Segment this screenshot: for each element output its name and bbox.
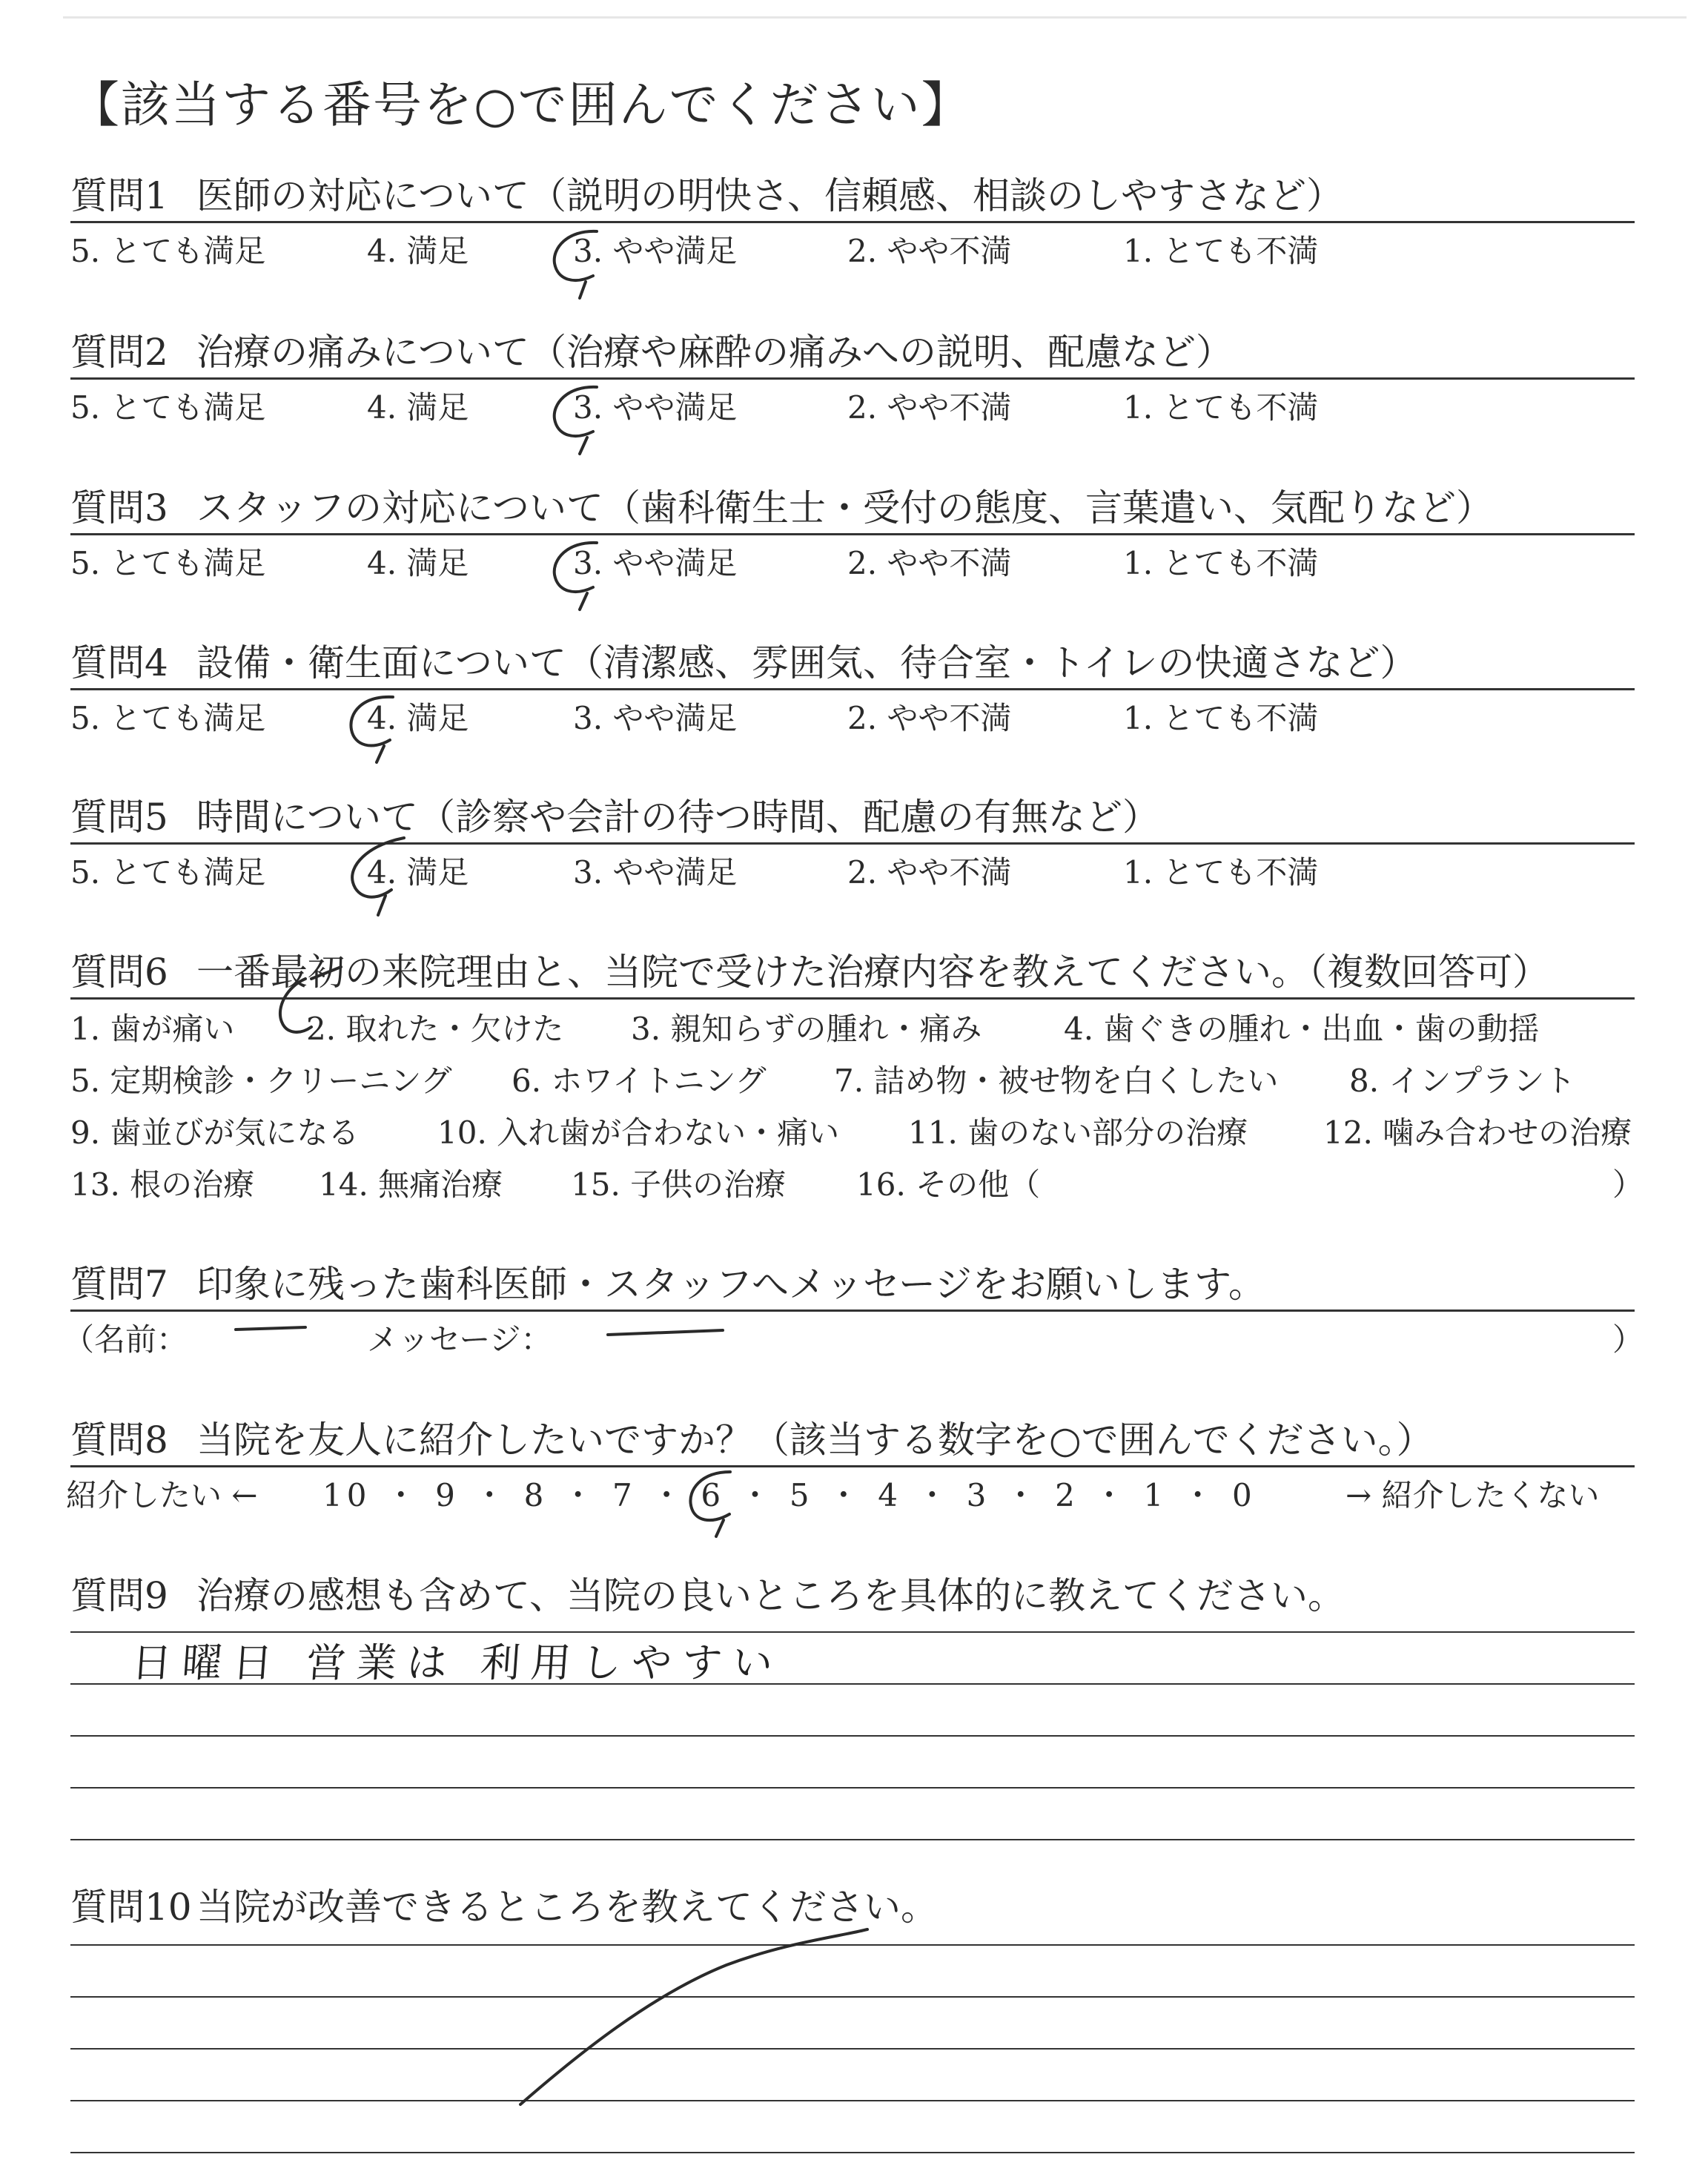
answer-line — [70, 2100, 1635, 2101]
answer-line — [70, 1787, 1635, 1789]
reason-option[interactable]: 3. 親知らずの腫れ・痛み — [631, 1011, 982, 1047]
reason-option[interactable]: 4. 歯ぐきの腫れ・出血・歯の動揺 — [1064, 1011, 1540, 1047]
question-number: 質問3 — [70, 486, 168, 529]
answer-line — [70, 1839, 1635, 1840]
question-underline — [70, 1465, 1635, 1467]
question-number: 質問7 — [70, 1263, 168, 1306]
option-5[interactable]: 5. とても満足 — [70, 854, 266, 891]
question-number: 質問2 — [70, 331, 168, 374]
question-6 — [70, 948, 1644, 1212]
option-2[interactable]: 2. やや不満 — [847, 389, 1012, 426]
question-2 — [70, 328, 1635, 431]
answer-line — [70, 1735, 1635, 1737]
page-title: 【該当する番号を○で囲んでください】 — [70, 76, 972, 133]
option-2[interactable]: 2. やや不満 — [847, 700, 1012, 736]
question-text: 当院が改善できるところを教えてください。 — [196, 1886, 938, 1929]
handwritten-answer: 日曜日 営業は 利用しやすい — [130, 1639, 785, 1686]
question-4 — [70, 639, 1635, 742]
question-1 — [70, 172, 1635, 274]
slash-mark — [520, 1929, 867, 2104]
question-3 — [70, 484, 1635, 587]
option-5[interactable]: 5. とても満足 — [70, 389, 266, 426]
question-text: 治療の痛みについて（治療や麻酔の痛みへの説明、配慮など） — [196, 331, 1233, 374]
reason-option[interactable]: 11. 歯のない部分の治療 — [908, 1114, 1248, 1151]
reason-option[interactable]: 12. 噛み合わせの治療 — [1323, 1114, 1632, 1151]
answer-line — [70, 1996, 1635, 1998]
question-text: 設備・衛生面について（清潔感、雰囲気、待合室・トイレの快適さなど） — [196, 641, 1417, 684]
option-4[interactable]: 4. 満足 — [367, 854, 469, 891]
question-8 — [66, 1416, 1635, 1519]
option-2[interactable]: 2. やや不満 — [847, 545, 1012, 581]
reason-option[interactable]: 8. インプラント — [1349, 1063, 1576, 1099]
reason-option[interactable]: 15. 子供の治療 — [571, 1166, 787, 1203]
question-text: スタッフの対応について（歯科衛生士・受付の態度、言葉遣い、気配りなど） — [196, 486, 1493, 529]
reason-option[interactable]: 2. 取れた・欠けた — [306, 1011, 564, 1047]
question-text: 印象に残った歯科医師・スタッフへメッセージをお願いします。 — [196, 1263, 1265, 1306]
reason-option[interactable]: 6. ホワイトニング — [512, 1063, 767, 1099]
question-underline — [70, 221, 1635, 223]
option-3[interactable]: 3. やや満足 — [573, 854, 738, 891]
reason-option[interactable]: 13. 根の治療 — [70, 1166, 255, 1203]
question-7 — [63, 1261, 1644, 1363]
reason-option[interactable]: 16. その他（ — [856, 1166, 1041, 1203]
question-number: 質問9 — [70, 1574, 168, 1617]
question-underline — [70, 377, 1635, 380]
option-2[interactable]: 2. やや不満 — [847, 854, 1012, 891]
option-3[interactable]: 3. やや満足 — [573, 545, 738, 581]
option-4[interactable]: 4. 満足 — [367, 389, 469, 426]
question-number: 質問10 — [70, 1886, 192, 1929]
question-underline — [70, 688, 1635, 690]
reason-option[interactable]: 7. 詰め物・被せ物を白くしたい — [834, 1063, 1279, 1099]
recommend-scale[interactable]: 10 ・ 9 ・ 8 ・ 7 ・ 6 ・ 5 ・ 4 ・ 3 ・ 2 ・ 1 ・ 0 — [322, 1477, 1257, 1513]
bracket-close: ） — [1612, 1166, 1644, 1203]
question-number: 質問6 — [70, 951, 168, 994]
answer-line — [70, 2152, 1635, 2153]
reason-option[interactable]: 14. 無痛治療 — [319, 1166, 503, 1203]
option-1[interactable]: 1. とても不満 — [1123, 389, 1319, 426]
question-text: 当院を友人に紹介したいですか？（該当する数字を○で囲んでください。） — [196, 1418, 1434, 1462]
option-1[interactable]: 1. とても不満 — [1123, 545, 1319, 581]
question-text: 一番最初の来院理由と、当院で受けた治療内容を教えてください。（複数回答可） — [196, 951, 1549, 994]
option-2[interactable]: 2. やや不満 — [847, 233, 1012, 269]
bracket-close: ） — [1612, 1321, 1644, 1358]
question-number: 質問4 — [70, 641, 168, 684]
reason-option[interactable]: 9. 歯並びが気になる — [70, 1114, 360, 1151]
option-5[interactable]: 5. とても満足 — [70, 700, 266, 736]
option-5[interactable]: 5. とても満足 — [70, 545, 266, 581]
reason-option[interactable]: 10. 入れ歯が合わない・痛い — [437, 1114, 840, 1151]
reason-option[interactable]: 5. 定期検診・クリーニング — [70, 1063, 452, 1099]
option-4[interactable]: 4. 満足 — [367, 545, 469, 581]
message-label: メッセージ： — [367, 1321, 552, 1358]
option-1[interactable]: 1. とても不満 — [1123, 700, 1319, 736]
question-text: 時間について（診察や会計の待つ時間、配慮の有無など） — [196, 796, 1159, 839]
question-10 — [70, 1883, 1635, 1931]
option-3[interactable]: 3. やや満足 — [573, 233, 738, 269]
option-3[interactable]: 3. やや満足 — [573, 389, 738, 426]
question-9 — [70, 1572, 1635, 1619]
question-underline — [70, 842, 1635, 845]
option-3[interactable]: 3. やや満足 — [573, 700, 738, 736]
answer-line — [70, 1944, 1635, 1946]
question-underline — [70, 533, 1635, 535]
question-number: 質問1 — [70, 174, 168, 217]
question-text: 治療の感想も含めて、当院の良いところを具体的に教えてください。 — [196, 1574, 1345, 1617]
option-5[interactable]: 5. とても満足 — [70, 233, 266, 269]
question-number: 質問8 — [70, 1418, 168, 1462]
name-label: （名前： — [63, 1321, 188, 1358]
question-number: 質問5 — [70, 796, 168, 839]
question-text: 医師の対応について（説明の明快さ、信頼感、相談のしやすさなど） — [196, 174, 1343, 217]
answer-line — [70, 2048, 1635, 2050]
question-underline — [70, 997, 1635, 1000]
recommend-left-label: 紹介したい ← — [66, 1477, 258, 1513]
question-5 — [70, 793, 1635, 896]
option-4[interactable]: 4. 満足 — [367, 233, 469, 269]
recommend-right-label: → 紹介したくない — [1345, 1477, 1600, 1513]
question-underline — [70, 1309, 1635, 1312]
option-1[interactable]: 1. とても不満 — [1123, 233, 1319, 269]
option-1[interactable]: 1. とても不満 — [1123, 854, 1319, 891]
reason-option[interactable]: 1. 歯が痛い — [70, 1011, 235, 1047]
option-4[interactable]: 4. 満足 — [367, 700, 469, 736]
top-border — [63, 16, 1687, 19]
